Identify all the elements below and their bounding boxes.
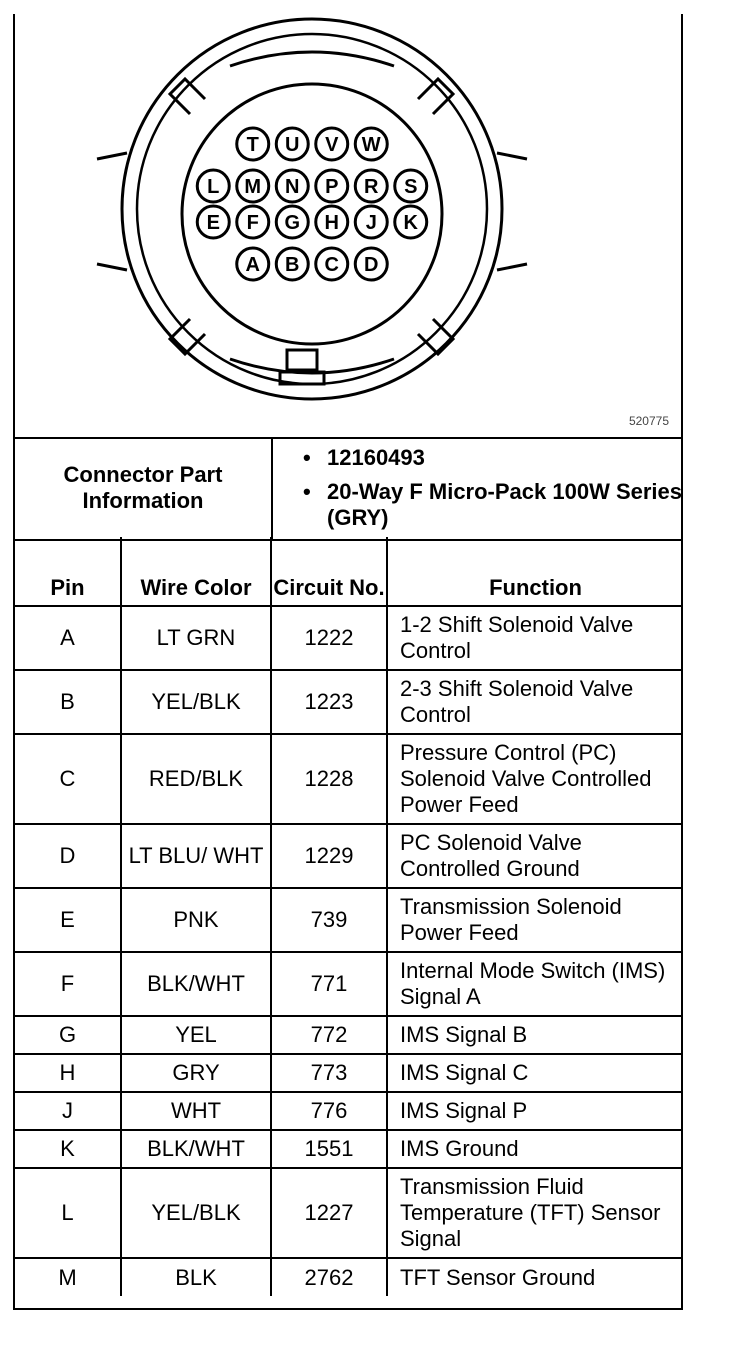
connector-pin-label: E	[206, 212, 220, 234]
pinout-table	[15, 537, 683, 1296]
connector-pin-r	[355, 170, 387, 202]
pin-cell: L	[15, 1168, 121, 1258]
connector-pin-label: L	[207, 176, 220, 198]
function-cell: 1-2 Shift Solenoid Valve Control	[387, 606, 683, 670]
part-number: • 12160493	[303, 445, 683, 471]
wire-color-cell: BLK/WHT	[121, 1130, 271, 1168]
header-function: Function	[387, 537, 683, 606]
function-cell: 2-3 Shift Solenoid Valve Control	[387, 670, 683, 734]
circuit-cell: 771	[271, 952, 387, 1016]
table-row	[15, 1054, 683, 1092]
wire-color-cell: YEL/BLK	[121, 670, 271, 734]
connector-sheet	[13, 14, 683, 1310]
connector-pin-label: U	[285, 134, 300, 156]
function-cell: IMS Signal P	[387, 1092, 683, 1130]
wire-color-cell: LT BLU/ WHT	[121, 824, 271, 888]
connector-pin-label: V	[325, 134, 339, 156]
connector-pin-label: T	[246, 134, 259, 156]
connector-description: • 20-Way F Micro-Pack 100W Series (GRY)	[303, 479, 683, 531]
connector-face-drawing	[15, 14, 681, 437]
connector-diagram-panel	[15, 14, 681, 439]
circuit-cell: 1551	[271, 1130, 387, 1168]
circuit-cell: 2762	[271, 1258, 387, 1296]
function-cell: TFT Sensor Ground	[387, 1258, 683, 1296]
wire-color-cell: BLK/WHT	[121, 952, 271, 1016]
connector-pin-s	[395, 170, 427, 202]
connector-pin-label: W	[361, 134, 381, 156]
connector-pin-label: R	[364, 176, 379, 198]
wire-color-cell: PNK	[121, 888, 271, 952]
circuit-cell: 773	[271, 1054, 387, 1092]
circuit-cell: 1223	[271, 670, 387, 734]
connector-pin-label: N	[285, 176, 300, 198]
connector-pin-label: K	[403, 212, 418, 234]
pin-cell: H	[15, 1054, 121, 1092]
function-cell: IMS Signal C	[387, 1054, 683, 1092]
connector-pin-label: G	[284, 212, 301, 234]
connector-outer-shell	[122, 19, 502, 399]
pin-cell: C	[15, 734, 121, 824]
part-info-label: Connector Part Information	[15, 437, 272, 540]
header-circuit-no: Circuit No.	[271, 537, 387, 606]
function-cell: Transmission Solenoid Power Feed	[387, 888, 683, 952]
function-cell: IMS Signal B	[387, 1016, 683, 1054]
connector-pin-k	[395, 206, 427, 238]
connector-pin-d	[355, 248, 387, 280]
connector-part-info-table	[15, 437, 683, 541]
circuit-cell: 776	[271, 1092, 387, 1130]
connector-pin-w	[355, 128, 387, 160]
connector-pin-label: D	[364, 254, 379, 276]
circuit-cell: 1227	[271, 1168, 387, 1258]
circuit-cell: 772	[271, 1016, 387, 1054]
connector-pin-p	[316, 170, 348, 202]
header-pin: Pin	[15, 537, 121, 606]
connector-key-lower-right	[418, 319, 453, 354]
connector-top-rib	[230, 52, 394, 66]
wire-color-cell: LT GRN	[121, 606, 271, 670]
connector-latch-tab	[287, 350, 317, 370]
wire-color-cell: BLK	[121, 1258, 271, 1296]
connector-pin-label: P	[325, 176, 339, 198]
connector-pin-b	[276, 248, 308, 280]
table-row	[15, 670, 683, 734]
pin-cell: E	[15, 888, 121, 952]
table-row	[15, 888, 683, 952]
connector-inner-shell	[137, 34, 487, 384]
wire-color-cell: WHT	[121, 1092, 271, 1130]
pin-cell: M	[15, 1258, 121, 1296]
table-row	[15, 952, 683, 1016]
function-cell: Internal Mode Switch (IMS) Signal A	[387, 952, 683, 1016]
circuit-cell: 1229	[271, 824, 387, 888]
table-row	[15, 734, 683, 824]
connector-pin-label: M	[244, 176, 262, 198]
connector-pin-label: S	[404, 176, 418, 198]
connector-pin-h	[316, 206, 348, 238]
circuit-cell: 1228	[271, 734, 387, 824]
connector-pin-e	[197, 206, 229, 238]
wire-color-cell: YEL	[121, 1016, 271, 1054]
connector-pin-label: B	[285, 254, 300, 276]
figure-reference-number: 520775	[628, 414, 669, 428]
connector-pin-n	[276, 170, 308, 202]
connector-pin-label: C	[324, 254, 339, 276]
wire-color-cell: GRY	[121, 1054, 271, 1092]
wire-color-cell: YEL/BLK	[121, 1168, 271, 1258]
function-cell: Pressure Control (PC) Solenoid Valve Controlled Power Feed	[387, 734, 683, 824]
connector-pin-v	[316, 128, 348, 160]
table-row	[15, 606, 683, 670]
pin-cell: A	[15, 606, 121, 670]
table-row	[15, 1168, 683, 1258]
connector-pin-label: H	[324, 212, 339, 234]
header-wire-color: Wire Color	[121, 537, 271, 606]
connector-key-lower-left	[170, 319, 205, 354]
table-row	[15, 1016, 683, 1054]
function-cell: Transmission Fluid Temperature (TFT) Sensor Signal	[387, 1168, 683, 1258]
table-row	[15, 1130, 683, 1168]
connector-pin-t	[237, 128, 269, 160]
circuit-cell: 1222	[271, 606, 387, 670]
pin-cell: B	[15, 670, 121, 734]
connector-pin-f	[237, 206, 269, 238]
function-cell: PC Solenoid Valve Controlled Ground	[387, 824, 683, 888]
table-row	[15, 1258, 683, 1296]
pin-cell: G	[15, 1016, 121, 1054]
circuit-cell: 739	[271, 888, 387, 952]
pin-cell: K	[15, 1130, 121, 1168]
pin-cell: D	[15, 824, 121, 888]
part-info-row	[15, 437, 683, 540]
connector-pin-m	[237, 170, 269, 202]
connector-pin-j	[355, 206, 387, 238]
connector-pin-u	[276, 128, 308, 160]
function-cell: IMS Ground	[387, 1130, 683, 1168]
wire-color-cell: RED/BLK	[121, 734, 271, 824]
connector-pin-label: A	[245, 254, 260, 276]
connector-pin-c	[316, 248, 348, 280]
connector-pin-label: J	[365, 212, 377, 234]
pinout-header-row	[15, 537, 683, 606]
table-row	[15, 1092, 683, 1130]
connector-side-ribs	[97, 153, 527, 270]
table-row	[15, 824, 683, 888]
connector-pin-a	[237, 248, 269, 280]
pin-cell: J	[15, 1092, 121, 1130]
connector-pin-l	[197, 170, 229, 202]
connector-pin-g	[276, 206, 308, 238]
pin-cell: F	[15, 952, 121, 1016]
connector-pin-label: F	[246, 212, 259, 234]
part-info-values	[272, 437, 683, 540]
